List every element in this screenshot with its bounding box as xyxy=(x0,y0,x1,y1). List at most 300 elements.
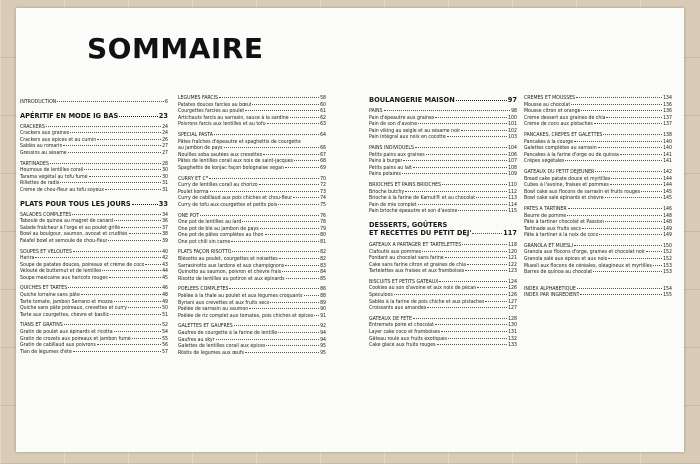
toc-entry xyxy=(369,322,517,329)
toc-entry-title: Tarte aux courgettes, chèvre et basilic xyxy=(20,311,110,318)
toc-entry-page-number: 121 xyxy=(508,255,517,262)
toc-entry-page-number: 126 xyxy=(508,285,517,292)
toc-entry-page-number: 80 xyxy=(320,232,326,239)
toc-section-page-number: 28 xyxy=(162,160,168,167)
toc-section-title: PAINS xyxy=(369,108,383,114)
toc-entry xyxy=(20,349,168,356)
toc-entry-title: Harira xyxy=(20,255,35,262)
dot-leader xyxy=(418,204,507,205)
toc-section-title: LÉGUMES FARCIS xyxy=(178,95,218,101)
toc-entry-title: Barres de quinoa au chocolat xyxy=(524,269,593,276)
dot-leader xyxy=(290,117,319,118)
toc-entry-page-number: 78 xyxy=(320,219,326,226)
dot-leader xyxy=(97,344,161,345)
toc-entry-page-number: 49 xyxy=(162,298,168,305)
toc-chapter-title-line: DESSERTS, GOÛTERS xyxy=(369,219,448,229)
toc-entry-title: Muesli aux flocons de céréales, oléagineux et myrtilles xyxy=(524,262,652,269)
toc-entry-page-number: 67 xyxy=(320,151,326,158)
toc-entry-page-number: 24 xyxy=(162,130,168,137)
dot-leader xyxy=(282,271,319,272)
toc-entry-page-number: 44 xyxy=(162,268,168,275)
dot-leader xyxy=(598,147,662,148)
toc-entry-page-number: 42 xyxy=(162,255,168,262)
dot-leader xyxy=(73,351,161,352)
dot-leader xyxy=(68,152,161,153)
dot-leader xyxy=(64,324,161,325)
toc-entry-page-number: 88 xyxy=(320,293,326,300)
toc-entry-page-number: 148 xyxy=(663,212,672,219)
toc-section xyxy=(524,206,672,213)
toc-entry-title: One pot de blé au jambon de pays xyxy=(178,225,259,232)
dot-leader xyxy=(422,251,507,252)
toc-section-page-number: 92 xyxy=(320,323,326,330)
toc-entry-title: Byriani aux crevettes et aux fruits secs xyxy=(178,299,270,306)
toc-entry xyxy=(369,299,517,306)
dot-leader xyxy=(610,184,662,185)
toc-section-page-number: 24 xyxy=(162,123,168,130)
toc-entry-page-number: 95 xyxy=(320,349,326,356)
toc-entry xyxy=(524,108,672,115)
toc-entry-page-number: 37 xyxy=(162,224,168,231)
toc-entry-page-number: 89 xyxy=(320,299,326,306)
toc-entry-page-number: 153 xyxy=(663,269,672,276)
toc-entry-page-number: 51 xyxy=(162,311,168,318)
toc-entry xyxy=(20,130,168,137)
dot-leader xyxy=(128,307,161,308)
dot-leader xyxy=(232,251,319,252)
toc-entry xyxy=(524,256,672,263)
toc-section xyxy=(524,132,672,139)
dot-leader xyxy=(402,173,507,174)
toc-section-title: CRÈMES ET MOUSSES xyxy=(524,95,576,101)
toc-entry-page-number: 136 xyxy=(663,101,672,108)
toc-entry-page-number: 85 xyxy=(320,275,326,282)
dot-leader xyxy=(435,117,507,118)
toc-entry xyxy=(20,143,168,150)
toc-entry-page-number: 31 xyxy=(162,186,168,193)
toc-entry xyxy=(369,268,517,275)
toc-section-page-number: 86 xyxy=(320,286,326,293)
toc-section xyxy=(369,145,517,152)
dot-leader xyxy=(477,287,507,288)
toc-entry-page-number: 148 xyxy=(663,219,672,226)
toc-chapter-page-number: 97 xyxy=(507,95,517,104)
toc-section-page-number: 40 xyxy=(162,248,168,255)
toc-entry-page-number: 38 xyxy=(162,231,168,238)
toc-section xyxy=(524,292,672,299)
toc-section xyxy=(20,285,168,292)
toc-entry xyxy=(524,219,672,226)
dot-leader xyxy=(286,278,320,279)
toc-entry xyxy=(524,213,672,220)
toc-entry xyxy=(369,152,517,159)
toc-entry-title: Crackers aux graines xyxy=(20,130,70,137)
toc-entry-title: Poêlée à la thaïe au poulet et aux légumes croquants xyxy=(178,293,303,300)
toc-entry-page-number: 152 xyxy=(663,249,672,256)
dot-leader xyxy=(89,176,162,177)
toc-entry-page-number: 115 xyxy=(508,208,517,215)
toc-entry-page-number: 144 xyxy=(663,182,672,189)
toc-entry-page-number: 120 xyxy=(508,248,517,255)
toc-entry xyxy=(20,218,168,225)
dot-leader xyxy=(293,197,319,198)
toc-entry-title: Pain d'épeautre aux graines xyxy=(369,114,435,121)
toc-entry-page-number: 144 xyxy=(663,175,672,182)
toc-entry-title: Courgettes farcies au poulet xyxy=(178,108,245,115)
toc-entry-title: Tartinade aux fruits secs xyxy=(524,225,581,232)
toc-chapter-title: BOULANGERIE MAISON xyxy=(369,95,455,104)
toc-entry-title: Risotto de lentilles au potiron et aux épinards xyxy=(178,275,285,282)
toc-entry-title: Crackers aux épices et au cumin xyxy=(20,136,97,143)
toc-entry-title: Falafel bowl et semoule de chou-fleur xyxy=(20,237,108,244)
toc-entry-page-number: 69 xyxy=(320,164,326,171)
toc-section-title: INTRODUCTION xyxy=(20,99,57,105)
dot-leader xyxy=(35,257,161,258)
toc-entry xyxy=(524,158,672,165)
dot-leader xyxy=(249,308,319,309)
toc-entry xyxy=(369,336,517,343)
dot-leader xyxy=(595,171,662,172)
dot-leader xyxy=(620,154,662,155)
toc-entry xyxy=(178,152,326,159)
toc-section-page-number: 150 xyxy=(663,242,672,249)
toc-section-title: PÂTES À TARTINER xyxy=(524,205,567,212)
toc-chapter-title: PLATS POUR TOUS LES JOURS xyxy=(20,198,131,208)
toc-entry xyxy=(20,305,168,312)
dot-leader xyxy=(603,134,662,135)
toc-entry-title: Pain brioché épeautre et son d'avoine xyxy=(369,208,458,215)
toc-entry-title: Mousse au chocolat xyxy=(524,101,571,108)
toc-entry-page-number: 68 xyxy=(320,158,326,165)
toc-entry xyxy=(178,306,326,313)
toc-section-page-number: 118 xyxy=(508,241,517,248)
toc-section-page-number: 124 xyxy=(508,278,517,285)
dot-leader xyxy=(129,233,162,234)
toc-entry xyxy=(369,128,517,135)
toc-entry-page-number: 63 xyxy=(320,121,326,128)
toc-chapter-line xyxy=(369,229,517,238)
toc-entry-page-number: 43 xyxy=(162,261,168,268)
dot-leader xyxy=(145,264,161,265)
toc-entry-title: One pot chili sin carne xyxy=(178,238,231,245)
toc-entry xyxy=(369,249,517,256)
toc-column-4 xyxy=(524,95,672,299)
toc-section xyxy=(524,286,672,293)
dot-leader xyxy=(68,287,161,288)
toc-entry xyxy=(178,350,326,357)
toc-section xyxy=(20,99,168,106)
toc-entry-title: Quinotto au saumon, poivron et chèvre frais xyxy=(178,269,282,276)
toc-entry-title: Rillettes de radis xyxy=(20,180,60,187)
toc-entry xyxy=(524,226,672,233)
toc-entry-title: Tartelettes aux fraises et aux framboises xyxy=(369,268,465,275)
dot-leader xyxy=(581,110,662,111)
toc-entry xyxy=(20,174,168,181)
toc-entry-page-number: 61 xyxy=(320,108,326,115)
toc-entry-page-number: 74 xyxy=(320,195,326,202)
toc-entry-page-number: 55 xyxy=(162,335,168,342)
toc-section xyxy=(369,242,517,249)
toc-column-3 xyxy=(369,95,517,349)
toc-entry xyxy=(369,158,517,165)
toc-entry-title: Bowl cake aux flocons de sarrasin et fruits rouges xyxy=(524,188,641,195)
toc-entry-title: Patates douces farcies au bœuf xyxy=(178,101,252,108)
dot-leader xyxy=(210,191,320,192)
toc-section-title: POÊLÉES COMPLÈTES xyxy=(178,286,229,293)
toc-section-title: ONE POT xyxy=(178,212,199,219)
dot-leader xyxy=(259,184,319,185)
dot-leader xyxy=(593,271,662,272)
toc-entry xyxy=(20,312,168,319)
dot-leader xyxy=(294,160,319,161)
toc-entry-title: Soupe mexicaine aux haricots rouges xyxy=(20,274,108,281)
toc-entry-page-number: 109 xyxy=(508,171,517,178)
toc-entry xyxy=(20,225,168,232)
toc-entry-page-number: 94 xyxy=(320,336,326,343)
toc-section-title: INDEX ALPHABÉTIQUE xyxy=(524,285,576,292)
toc-entry xyxy=(369,255,517,262)
toc-entry-title: Gaufres de courgette à la farine de lentille xyxy=(178,330,278,336)
toc-column-2 xyxy=(178,95,326,356)
toc-section xyxy=(178,249,326,256)
toc-entry-page-number: 130 xyxy=(508,322,517,329)
dot-leader xyxy=(114,331,161,332)
toc-entry xyxy=(524,145,672,152)
dot-leader xyxy=(105,189,161,190)
toc-entry-page-number: 145 xyxy=(663,195,672,202)
toc-section-page-number: 34 xyxy=(162,211,168,218)
toc-entry xyxy=(178,121,326,128)
dot-leader xyxy=(70,132,161,133)
dot-leader xyxy=(209,178,319,179)
toc-entry xyxy=(178,226,326,233)
toc-entry-page-number: 106 xyxy=(508,151,517,158)
toc-entry-title: One pot de pâtes complètes au thon xyxy=(178,232,264,239)
toc-section-page-number: 98 xyxy=(511,108,517,114)
dot-leader xyxy=(278,204,319,205)
toc-section-title: TIANS ET GRATINS xyxy=(20,322,63,329)
toc-entry-title: Gâteau roulé aux fruits exotiques xyxy=(369,335,447,342)
toc-entry-title: Pain intégral aux noix en cocotte xyxy=(369,134,446,141)
toc-entry-page-number: 54 xyxy=(162,329,168,336)
dot-leader xyxy=(229,288,319,289)
toc-entry xyxy=(178,269,326,276)
dot-leader xyxy=(84,169,161,170)
toc-entry-page-number: 107 xyxy=(508,158,517,165)
toc-entry-title: Layer cake coco et framboises xyxy=(369,329,441,336)
toc-entry-title: Gaufres au skyr xyxy=(178,336,215,343)
toc-entry-title: Pains à burger xyxy=(369,158,403,165)
toc-entry-title: Beurre de pomme xyxy=(524,212,567,219)
toc-entry-title: Fondant au chocolat sans farine xyxy=(369,255,444,262)
dot-leader xyxy=(476,197,507,198)
toc-entry xyxy=(178,145,326,152)
toc-entry-page-number: 136 xyxy=(663,108,672,115)
toc-entry-page-number: 57 xyxy=(162,348,168,355)
dot-leader xyxy=(252,104,319,105)
toc-entry-title: Spéculoos xyxy=(369,292,393,299)
toc-chapter xyxy=(20,199,168,208)
toc-entry-title: Galettes de lentilles corail aux épices xyxy=(178,343,266,350)
toc-entry-title: Pain de mie complet xyxy=(369,201,417,208)
toc-entry-page-number: 94 xyxy=(320,330,326,336)
toc-entry-title: Petits pains au lait xyxy=(369,164,412,171)
toc-entry xyxy=(178,293,326,300)
toc-section-page-number: 154 xyxy=(663,285,672,292)
toc-entry-title: Tarama végétal au tofu fumé xyxy=(20,173,88,180)
toc-entry-title: Salade fraîcheur à l'orge et au poulet grillé xyxy=(20,224,121,231)
dot-leader xyxy=(577,288,662,289)
toc-section xyxy=(369,279,517,286)
toc-entry xyxy=(178,276,326,283)
toc-entry-title: Tarte tomate, jambon Serrano et mozza xyxy=(20,298,113,305)
dot-leader xyxy=(285,265,319,266)
toc-entry-title: Pains polaires xyxy=(369,171,401,178)
dot-leader xyxy=(415,147,507,148)
toc-section-title: PAINS INDIVIDUELS xyxy=(369,144,414,151)
toc-entry-page-number: 83 xyxy=(320,262,326,269)
toc-entry xyxy=(178,239,326,246)
dot-leader xyxy=(599,234,662,235)
toc-section-title: SALADES COMPLÈTES xyxy=(20,211,72,218)
toc-entry xyxy=(20,150,168,157)
toc-section-page-number: 64 xyxy=(320,131,326,138)
toc-entry-title: au jambon de pays xyxy=(178,145,223,152)
toc-section xyxy=(369,182,517,189)
toc-entry-page-number: 122 xyxy=(508,261,517,268)
toc-entry xyxy=(369,121,517,128)
dot-leader xyxy=(582,228,662,229)
dot-leader xyxy=(445,257,507,258)
dot-leader xyxy=(435,324,507,325)
toc-entry xyxy=(369,262,517,269)
toc-entry-page-number: 102 xyxy=(508,127,517,134)
toc-entry-title: Bowl cake salé épinards et chèvre xyxy=(524,195,604,202)
toc-entry xyxy=(178,195,326,202)
toc-chapter xyxy=(369,95,517,104)
toc-entry-title: Pâtes de lentilles corail aux noix de saint-jacques xyxy=(178,158,294,165)
toc-entry xyxy=(524,176,672,183)
toc-entry-page-number: 73 xyxy=(320,188,326,195)
dot-leader xyxy=(605,221,662,222)
dot-leader xyxy=(224,147,319,148)
toc-entry xyxy=(20,167,168,174)
toc-entry xyxy=(369,115,517,122)
toc-entry-title: Poivrons farcis aux lentilles et au tofu xyxy=(178,121,266,128)
toc-entry-title: Quiche sans pâte poireaux, crevettes et curry xyxy=(20,305,127,312)
toc-entry-page-number: 153 xyxy=(663,262,672,269)
dot-leader xyxy=(605,197,663,198)
toc-entry-page-number: 27 xyxy=(162,149,168,156)
toc-entry-title: Spaghettis de konjac façon bolognaise vegan xyxy=(178,164,284,171)
toc-entry xyxy=(178,313,326,320)
toc-entry xyxy=(178,158,326,165)
toc-entry-page-number: 60 xyxy=(320,101,326,108)
dot-leader xyxy=(121,227,161,228)
toc-entry-title: Röstis de légumes aux œufs xyxy=(178,349,244,356)
toc-entry-page-number: 126 xyxy=(508,292,517,299)
dot-leader xyxy=(266,345,319,346)
dot-leader xyxy=(467,264,507,265)
page-title: SOMMAIRE xyxy=(87,32,264,65)
toc-entry-title: Brioche butchy xyxy=(369,188,405,195)
toc-entry xyxy=(178,256,326,263)
toc-entry xyxy=(178,232,326,239)
toc-entry xyxy=(20,299,168,306)
dot-leader xyxy=(456,100,507,101)
dot-leader xyxy=(278,332,319,333)
toc-section xyxy=(20,212,168,219)
dot-leader xyxy=(568,208,663,209)
dot-leader xyxy=(72,214,161,215)
toc-entry xyxy=(369,292,517,299)
dot-leader xyxy=(447,136,507,137)
dot-leader xyxy=(565,160,662,161)
toc-entry-title: Soupe de patates douces, poireaux et crème de coco xyxy=(20,261,145,268)
dot-leader xyxy=(114,301,161,302)
dot-leader xyxy=(465,270,507,271)
toc-section-title: GÂTEAUX DU PETIT DÉJEUNER xyxy=(524,168,595,175)
toc-entry xyxy=(524,115,672,122)
dot-leader xyxy=(427,307,507,308)
book-page xyxy=(16,8,684,452)
toc-entry-page-number: 137 xyxy=(663,114,672,121)
toc-entry-page-number: 31 xyxy=(162,180,168,187)
toc-section-page-number: 58 xyxy=(320,95,326,101)
toc-section-title: PLATS FAÇON RISOTTO xyxy=(178,249,232,256)
dot-leader xyxy=(97,139,161,140)
toc-chapter xyxy=(369,221,517,238)
toc-entry xyxy=(178,343,326,350)
toc-entry xyxy=(20,238,168,245)
dot-leader xyxy=(437,344,508,345)
toc-entry xyxy=(369,202,517,209)
toc-entry-page-number: 127 xyxy=(508,298,517,305)
toc-section-page-number: 128 xyxy=(508,315,517,322)
toc-entry-page-number: 50 xyxy=(162,305,168,312)
toc-entry-page-number: 79 xyxy=(320,225,326,232)
dot-leader xyxy=(304,295,319,296)
toc-entry xyxy=(524,102,672,109)
toc-section xyxy=(369,316,517,323)
toc-entry-page-number: 39 xyxy=(162,237,168,244)
dot-leader xyxy=(73,251,161,252)
dot-leader xyxy=(60,182,161,183)
toc-entry-title: Crème de chou-fleur au tofu soyeux xyxy=(20,186,105,193)
toc-entry xyxy=(369,285,517,292)
toc-entry xyxy=(20,255,168,262)
toc-entry-page-number: 145 xyxy=(663,188,672,195)
dot-leader xyxy=(580,294,662,295)
toc-entry-page-number: 152 xyxy=(663,256,672,263)
toc-entry xyxy=(20,342,168,349)
dot-leader xyxy=(448,338,507,339)
toc-entry-title: Quiche lorraine sans pâte xyxy=(20,292,80,299)
toc-entry-title: Cookies au son d'avoine et aux noix de pécan xyxy=(369,285,477,292)
toc-entry-title: Granola aux flocons d'orge, graines et chocolat noir xyxy=(524,249,645,256)
toc-entry-page-number: 113 xyxy=(508,195,517,202)
toc-section xyxy=(20,124,168,131)
toc-entry-page-number: 82 xyxy=(320,256,326,263)
toc-section-title: TARTINADES xyxy=(20,160,49,167)
toc-chapter-line-page-number: 117 xyxy=(503,228,517,238)
toc-entry xyxy=(20,275,168,282)
toc-entry-page-number: 84 xyxy=(320,269,326,276)
toc-section-title: GÂTEAUX DE FÊTE xyxy=(369,315,412,322)
toc-entry-page-number: 27 xyxy=(162,143,168,150)
toc-entry-title: Petits pains aux graines xyxy=(369,151,425,158)
toc-chapter xyxy=(20,111,168,120)
